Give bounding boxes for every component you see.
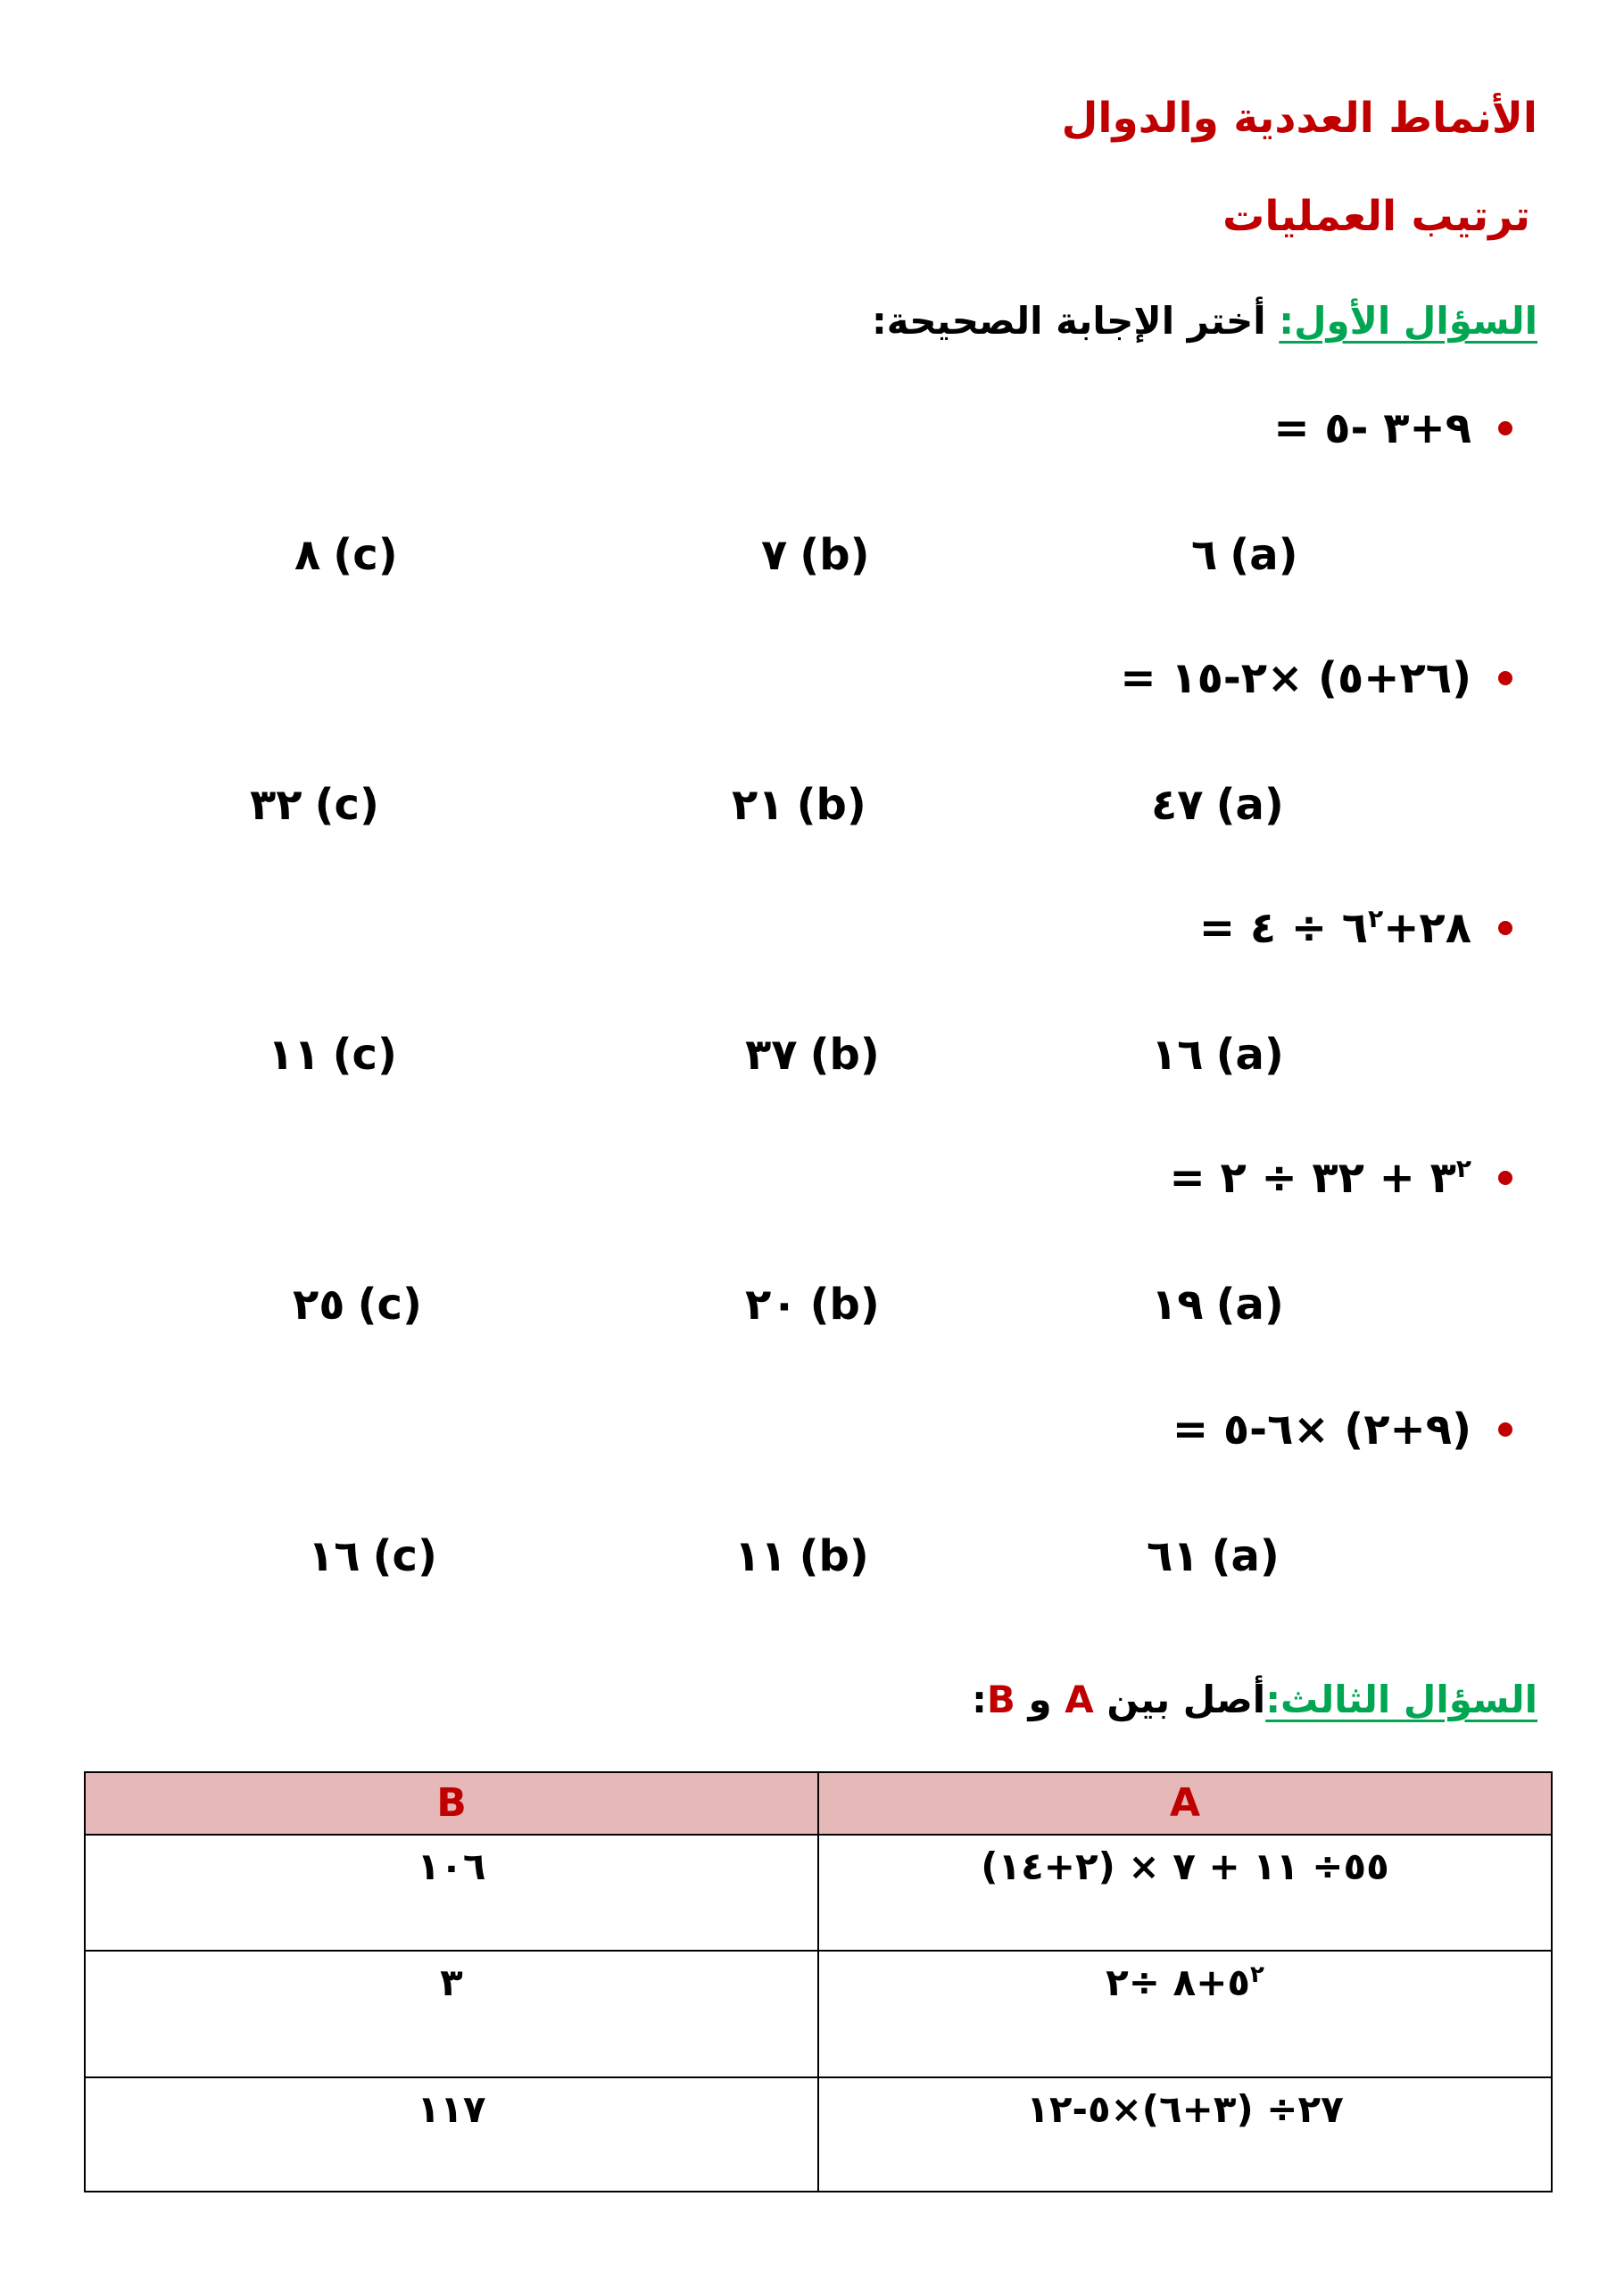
option-b[interactable]	[734, 1528, 869, 1585]
option-value: ٧	[761, 530, 788, 580]
option-letter: (b)	[796, 780, 866, 830]
expression: (٢٦+٥) ×٢-١٥ =	[1120, 653, 1471, 703]
option-value: ٢٠	[745, 1280, 798, 1330]
option-b[interactable]	[745, 1276, 880, 1333]
question1-label: السؤال الأول:	[1279, 299, 1537, 343]
option-value: ٣٧	[745, 1030, 798, 1080]
bullet-icon	[1498, 1171, 1512, 1185]
bullet-icon	[1498, 421, 1512, 435]
option-letter: (a)	[1211, 1531, 1280, 1581]
option-letter: (c)	[357, 1280, 422, 1330]
question3-instruction: أصل بين	[1093, 1678, 1266, 1721]
option-value: ٤٧	[1151, 780, 1204, 830]
option-a[interactable]	[1147, 1528, 1280, 1585]
option-value: ١١	[734, 1531, 787, 1581]
expression: ٩+٣ -٥ =	[1273, 403, 1471, 453]
option-a[interactable]	[1191, 526, 1298, 584]
cell-a[interactable]	[818, 1951, 1552, 2077]
option-c[interactable]	[294, 526, 398, 584]
question-item-1	[1273, 402, 1512, 455]
table-row	[85, 2077, 1552, 2192]
option-letter: (a)	[1215, 780, 1284, 830]
option-c[interactable]	[268, 1026, 397, 1083]
option-value: ٢٥	[293, 1280, 345, 1330]
option-letter: (a)	[1215, 1030, 1284, 1080]
question3-label: السؤال الثالث:	[1265, 1678, 1537, 1721]
option-a[interactable]	[1151, 1276, 1284, 1333]
option-b[interactable]	[761, 526, 870, 584]
expression: (٩+٢) ×٦-٥ =	[1172, 1405, 1471, 1455]
conjunction: و	[1015, 1678, 1065, 1721]
question1-instruction: أختر الإجابة الصحيحة:	[872, 299, 1266, 343]
table-row	[85, 1951, 1552, 2077]
option-c[interactable]	[308, 1528, 437, 1585]
column-header-b: B	[85, 1772, 818, 1835]
option-value: ١٩	[1151, 1280, 1204, 1330]
cell-a-expression: ٢٧÷ (٣+٦)×٥-١٢	[1026, 2087, 1344, 2131]
option-value: ٦١	[1147, 1531, 1199, 1581]
option-a[interactable]	[1151, 1026, 1284, 1083]
page-title: الأنماط العددية والدوال	[1061, 94, 1537, 143]
cell-a-expression: $٥^٢+٨$ ÷٢	[1106, 1960, 1264, 2004]
question-item-2	[1120, 651, 1512, 705]
cell-b[interactable]: ١١٧	[85, 2077, 818, 2192]
cell-a[interactable]	[818, 2077, 1552, 2192]
bullet-icon	[1498, 921, 1512, 935]
option-c[interactable]	[250, 776, 379, 833]
column-a-word: A	[1065, 1678, 1094, 1721]
question3-heading	[972, 1678, 1537, 1721]
column-b-word: B	[986, 1678, 1015, 1721]
page-subtitle: ترتيب العمليات	[1222, 192, 1530, 241]
heading-suffix: :	[972, 1678, 987, 1721]
option-value: ٣٢	[250, 780, 302, 830]
option-value: ٦	[1191, 530, 1218, 580]
option-letter: (b)	[809, 1280, 880, 1330]
option-letter: (b)	[799, 1531, 869, 1581]
question-item-3	[1199, 901, 1512, 955]
cell-a[interactable]	[818, 1835, 1552, 1951]
option-value: ١٦	[1151, 1030, 1204, 1080]
question-item-4	[1170, 1151, 1513, 1205]
option-c[interactable]	[293, 1276, 422, 1333]
table-header-row	[85, 1772, 1552, 1835]
matching-table	[84, 1771, 1553, 2192]
option-letter: (c)	[314, 780, 379, 830]
option-letter: (c)	[372, 1531, 437, 1581]
option-value: ١٦	[308, 1531, 360, 1581]
option-letter: (b)	[809, 1030, 880, 1080]
option-letter: (a)	[1215, 1280, 1284, 1330]
option-letter: (a)	[1230, 530, 1298, 580]
column-header-a: A	[818, 1772, 1552, 1835]
bullet-icon	[1498, 671, 1512, 685]
option-value: ٨	[294, 530, 321, 580]
expression: $٣^٢$ + ٣٢ ÷ ٢ =	[1169, 1153, 1471, 1203]
option-letter: (b)	[800, 530, 870, 580]
option-letter: (c)	[333, 530, 398, 580]
option-value: ٢١	[732, 780, 784, 830]
option-letter: (c)	[332, 1030, 397, 1080]
question-item-5	[1172, 1403, 1512, 1456]
bullet-icon	[1498, 1422, 1512, 1437]
cell-b[interactable]: ١٠٦	[85, 1835, 818, 1951]
cell-b[interactable]: ٣	[85, 1951, 818, 2077]
option-a[interactable]	[1151, 776, 1284, 833]
option-b[interactable]	[745, 1026, 880, 1083]
expression: $٢٨+٦^٢$ ÷ ٤ =	[1198, 903, 1471, 953]
option-b[interactable]	[732, 776, 866, 833]
option-value: ١١	[268, 1030, 320, 1080]
cell-a-expression: ٥٥÷ ١١ + ٧ × (٢+١٤)	[981, 1844, 1389, 1888]
table-row	[85, 1835, 1552, 1951]
question1-heading	[872, 299, 1537, 343]
